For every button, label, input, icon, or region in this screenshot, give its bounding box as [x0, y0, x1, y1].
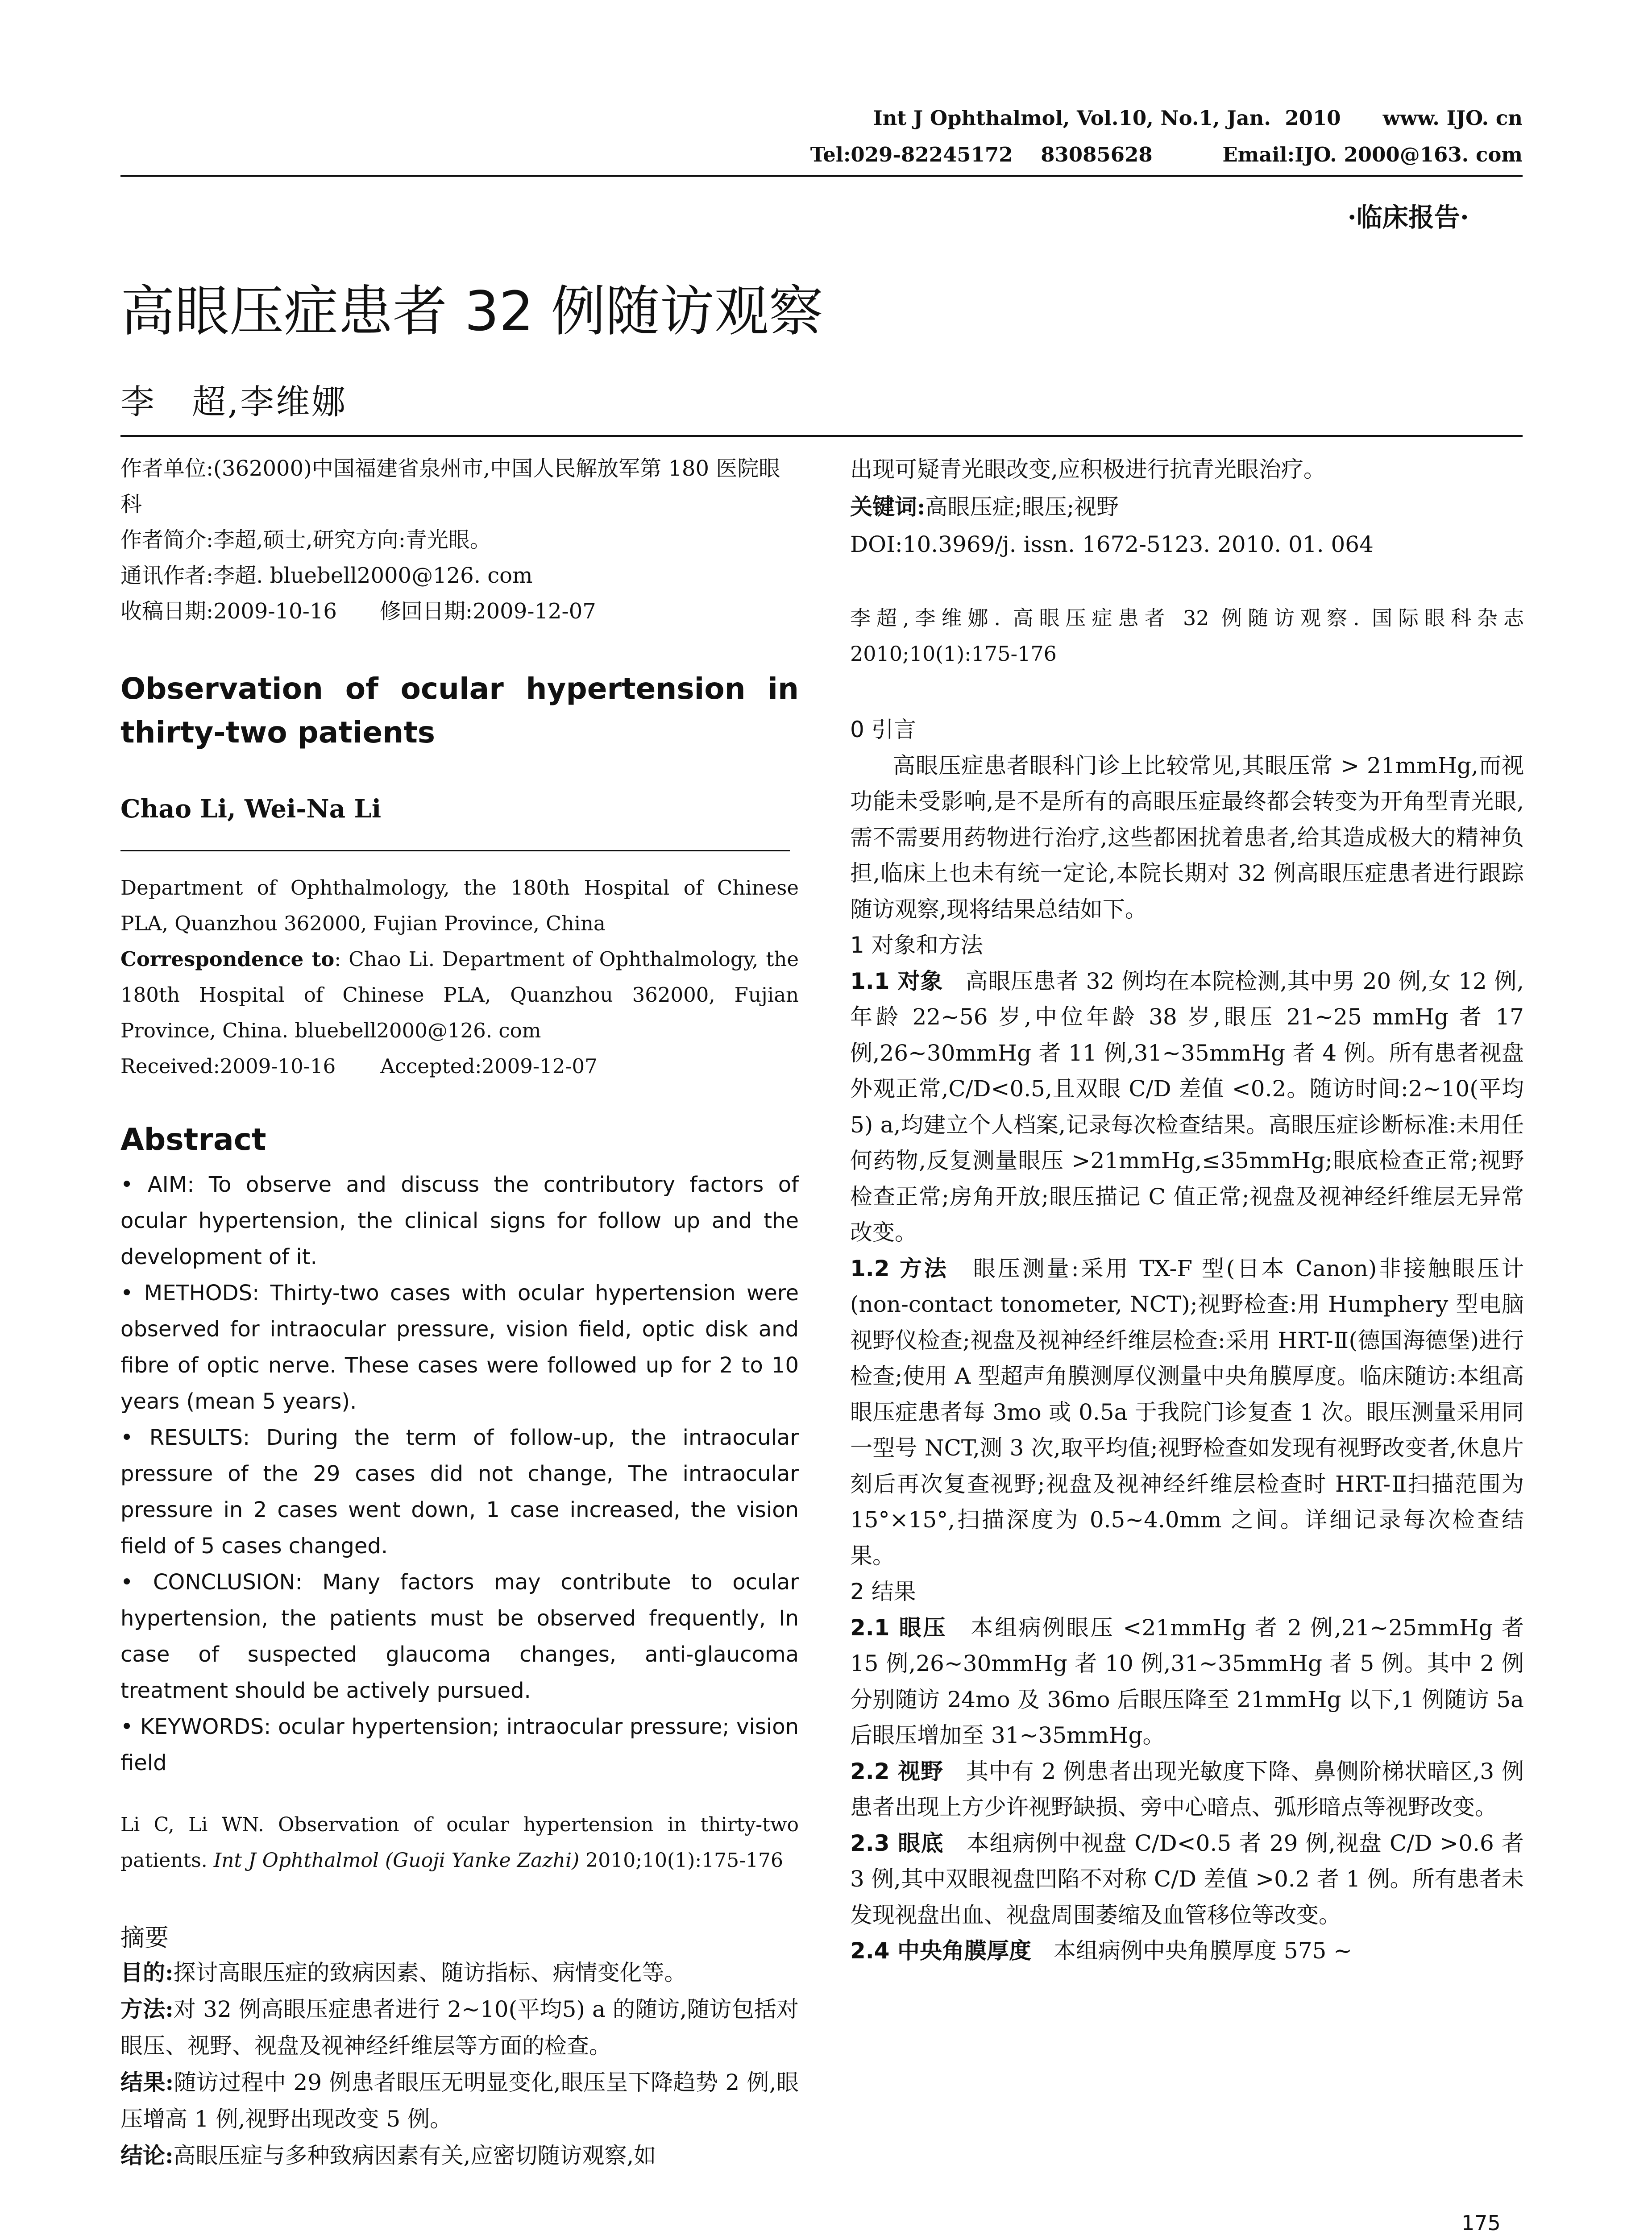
english-citation	[120, 1807, 799, 1879]
citation-journal: Int J Ophthalmol (Guoji Yanke Zazhi)	[213, 1849, 580, 1872]
zh-methods	[120, 1991, 799, 2064]
abstract-results: • RESULTS: During the term of follow-up, the intraocular pressure of the 29 cases did not change, The intraocular pressure in 2 cases went down, 1 case increased, the vision field of 5 cases changed.	[120, 1425, 799, 1559]
header-rule	[120, 175, 1523, 177]
doi: DOI:10.3969/j. issn. 1672-5123. 2010. 01. 064	[850, 531, 1374, 557]
zh-keywords-label: 关键词:	[850, 493, 926, 520]
article-category: ·临床报告·	[1347, 202, 1469, 232]
section-2-2-label: 2.2 视野	[850, 1758, 943, 1784]
section-0-text: 高眼压症患者眼科门诊上比较常见,其眼压常 > 21mmHg,而视功能未受影响,是不是所有的高眼压症最终都会转变为开角型青光眼,需不需要用药物进行治疗,这些都困扰着患者,给其造成极大的精神负担,临床上也未有统一定论,本院长期对 32 例高眼压症患者进行跟踪随访观察,现将结果总结如下。	[850, 752, 1524, 922]
title-rule	[120, 435, 1523, 437]
zh-results	[120, 2064, 799, 2137]
article-body	[850, 712, 1524, 1969]
section-2-title: 2 结果	[850, 1579, 916, 1605]
abstract-body	[120, 1167, 799, 1781]
english-correspondence	[120, 941, 799, 1049]
chinese-abstract-continued	[850, 451, 1524, 563]
zh-aim	[120, 1954, 799, 1991]
author-bio: 作者简介:李超,硕士,研究方向:青光眼。	[120, 527, 491, 552]
chinese-authors: 李 超,李维娜	[120, 382, 348, 422]
correspondence-text: : Chao Li. Department of Ophthalmology, the 180th Hospital of Chinese PLA, Quanzhou 362000, Fujian Province, China. bluebell2000@126. com	[120, 947, 799, 1042]
section-2-3-label: 2.3 眼底	[850, 1830, 944, 1856]
abstract-keywords: • KEYWORDS: ocular hypertension; intraocular pressure; vision field	[120, 1714, 799, 1775]
page-number: 175	[1461, 2211, 1501, 2231]
author-meta	[120, 451, 799, 629]
chinese-title: 高眼压症患者 32 例随访观察	[120, 280, 823, 343]
zh-conclusion-continued: 出现可疑青光眼改变,应积极进行抗青光眼治疗。	[850, 456, 1326, 482]
abstract-heading: Abstract	[120, 1122, 266, 1157]
zh-conclusion-text: 高眼压症与多种致病因素有关,应密切随访观察,如	[173, 2143, 656, 2169]
chinese-abstract-heading: 摘要	[120, 1924, 169, 1952]
english-department: Department of Ophthalmology, the 180th Hospital of Chinese PLA, Quanzhou 362000, Fujian Province, China	[120, 876, 799, 935]
section-2-4	[850, 1933, 1524, 1969]
section-1-1-text: 高眼压患者 32 例均在本院检测,其中男 20 例,女 12 例,年龄 22~56 岁,中位年龄 38 岁,眼压 21~25 mmHg 者 17 例,26~30mmHg 者 11 例,31~35mmHg 者 4 例。所有患者视盘外观正常,C/D<0.5,且双眼 C/D 差值 <0.2。随访时间:2~10(平均 5) a,均建立个人档案,记录每次检查结果。高眼压症诊断标准:未用任何药物,反复测量眼压 >21mmHg,≤35mmHg;眼底检查正常;视野检查正常;房角开放;眼压描记 C 值正常;视盘及视神经纤维层无异常改变。	[850, 968, 1524, 1245]
zh-aim-label: 目的:	[120, 1959, 174, 1986]
section-1-1-label: 1.1 对象	[850, 968, 943, 994]
zh-conclusion	[120, 2137, 799, 2174]
section-1-title: 1 对象和方法	[850, 932, 983, 958]
journal-header-line-1: Int J Ophthalmol, Vol.10, No.1, Jan. 2010 www. IJO. cn	[873, 106, 1523, 130]
correspondence-label: Correspondence to	[120, 947, 335, 971]
section-2-4-text: 本组病例中央角膜厚度 575 ~	[1031, 1938, 1353, 1964]
english-title: Observation of ocular hypertension in thirty-two patients	[120, 672, 799, 750]
zh-results-label: 结果:	[120, 2069, 174, 2095]
section-1-2-label: 1.2 方法	[850, 1255, 949, 1281]
section-2-2	[850, 1754, 1524, 1825]
section-1-2	[850, 1251, 1524, 1574]
abstract-methods: • METHODS: Thirty-two cases with ocular hypertension were observed for intraocular pressure, vision field, optic disk and fibre of optic nerve. These cases were followed up for 2 to 10 years (mean 5 years).	[120, 1281, 799, 1414]
section-0-title: 0 引言	[850, 717, 916, 742]
zh-methods-text: 对 32 例高眼压症患者进行 2~10(平均5) a 的随访,随访包括对眼压、视野、视盘及视神经纤维层等方面的检查。	[120, 1996, 799, 2059]
section-2-1-text: 本组病例眼压 <21mmHg 者 2 例,21~25mmHg 者 15 例,26~30mmHg 者 10 例,31~35mmHg 者 5 例。其中 2 例分别随访 24mo 及 36mo 后眼压降至 21mmHg 以下,1 例随访 5a 后眼压增加至 31~35mmHg。	[850, 1614, 1524, 1748]
section-2-1	[850, 1610, 1524, 1754]
english-authors: Chao Li, Wei-Na Li	[120, 794, 382, 824]
citation-volume: 2010;10(1):175-176	[579, 1849, 784, 1872]
section-2-2-text: 其中有 2 例患者出现光敏度下降、鼻侧阶梯状暗区,3 例患者出现上方少许视野缺损、旁中心暗点、弧形暗点等视野改变。	[850, 1758, 1524, 1820]
citation-authors-title: Li C, Li WN. Observation of ocular hypertension in thirty-two patients.	[120, 1813, 799, 1872]
section-1-1	[850, 963, 1524, 1251]
chinese-abstract-body	[120, 1954, 799, 2174]
english-author-rule	[120, 850, 790, 851]
section-2-3-text: 本组病例中视盘 C/D<0.5 者 29 例,视盘 C/D >0.6 者 3 例,其中双眼视盘凹陷不对称 C/D 差值 >0.2 者 1 例。所有患者未发现视盘出血、视盘周围萎缩及血管移位等改变。	[850, 1830, 1524, 1928]
english-dates: Received:2009-10-16 Accepted:2009-12-07	[120, 1054, 598, 1078]
english-affiliation-block	[120, 870, 799, 1084]
chinese-citation: 李超,李维娜. 高眼压症患者 32 例随访观察. 国际眼科杂志 2010;10(1):175-176	[850, 606, 1524, 666]
zh-keywords-text: 高眼压症;眼压;视野	[925, 494, 1119, 520]
section-2-3	[850, 1825, 1524, 1933]
zh-results-text: 随访过程中 29 例患者眼压无明显变化,眼压呈下降趋势 2 例,眼压增高 1 例,视野出现改变 5 例。	[120, 2069, 799, 2132]
zh-conclusion-label: 结论:	[120, 2142, 174, 2169]
abstract-conclusion: • CONCLUSION: Many factors may contribute to ocular hypertension, the patients must be observed frequently, In case of suspected glaucoma changes, anti-glaucoma treatment should be actively pursued.	[120, 1570, 799, 1703]
zh-methods-label: 方法:	[120, 1996, 174, 2022]
abstract-aim: • AIM: To observe and discuss the contributory factors of ocular hypertension, the clinical signs for follow up and the development of it.	[120, 1172, 799, 1269]
correspondence: 通讯作者:李超. bluebell2000@126. com	[120, 563, 533, 588]
dates-zh: 收稿日期:2009-10-16 修回日期:2009-12-07	[120, 599, 596, 624]
zh-keywords	[850, 488, 1524, 526]
zh-aim-text: 探讨高眼压症的致病因素、随访指标、病情变化等。	[173, 1960, 687, 1986]
affiliation: 作者单位:(362000)中国福建省泉州市,中国人民解放军第 180 医院眼科	[120, 456, 780, 517]
journal-header-line-2: Tel:029-82245172 83085628 Email:IJO. 2000@163. com	[810, 143, 1523, 166]
section-1-2-text: 眼压测量:采用 TX-F 型(日本 Canon)非接触眼压计(non-contact tonometer, NCT);视野检查:用 Humphery 型电脑视野仪检查;视盘及视神经纤维层检查:采用 HRT-Ⅱ(德国海德堡)进行检查;使用 A 型超声角膜测厚仪测量中央角膜厚度。临床随访:本组高眼压症患者每 3mo 或 0.5a 于我院门诊复查 1 次。眼压测量采用同一型号 NCT,测 3 次,取平均值;视野检查如发现有视野改变者,休息片刻后再次复查视野;视盘及视神经纤维层检查时 HRT-Ⅱ扫描范围为 15°×15°,扫描深度为 0.5~4.0mm 之间。详细记录每次检查结果。	[850, 1255, 1524, 1569]
section-2-4-label: 2.4 中央角膜厚度	[850, 1938, 1031, 1964]
section-2-1-label: 2.1 眼压	[850, 1614, 947, 1641]
